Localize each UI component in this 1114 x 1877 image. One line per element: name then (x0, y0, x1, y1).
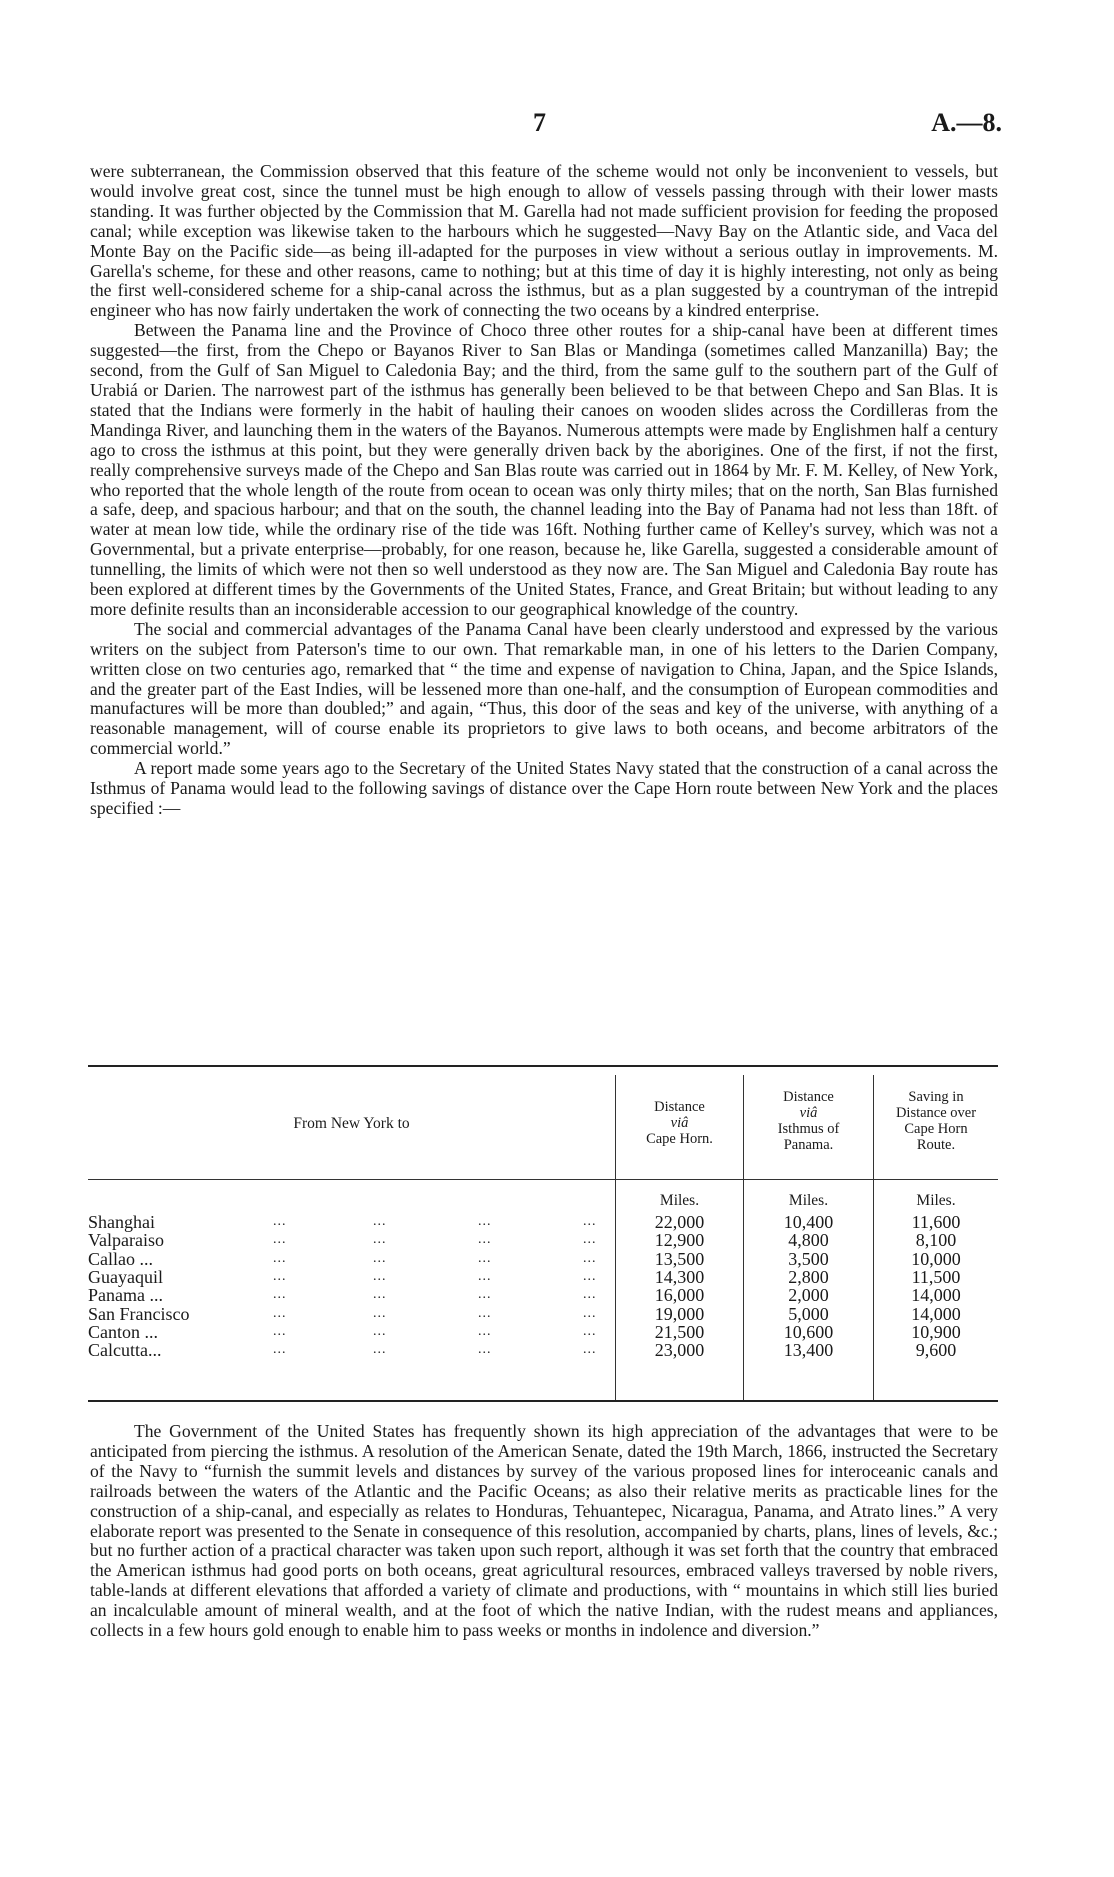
distance-cape-horn: 13,500 (654, 1248, 705, 1269)
leader-dots: ... (373, 1214, 387, 1229)
leader-dots: ... (478, 1232, 492, 1248)
saving-distance: 10,000 (911, 1248, 961, 1269)
leader-dots: ... (273, 1214, 287, 1229)
distance-table (88, 1067, 998, 1400)
destination-name: Shanghai (88, 1212, 155, 1232)
distance-panama: 2,000 (788, 1285, 829, 1306)
distance-cape-horn: 21,500 (654, 1321, 705, 1342)
column-header-panama: Distance viâ Isthmus of Panama. (777, 1089, 840, 1153)
leader-dots: ... (273, 1287, 287, 1303)
leader-dots: ... (583, 1342, 597, 1358)
distance-panama: 13,400 (783, 1340, 834, 1361)
leader-dots: ... (583, 1305, 597, 1321)
saving-distance: 14,000 (911, 1285, 961, 1306)
table-row (88, 1213, 998, 1231)
saving-distance: 8,100 (915, 1230, 957, 1251)
leader-dots: ... (478, 1305, 492, 1321)
destination-name: Guayaquil (88, 1266, 163, 1287)
table-row (88, 1286, 998, 1304)
table-row (88, 1341, 998, 1359)
units-label: Miles. (659, 1192, 700, 1209)
leader-dots: ... (373, 1250, 387, 1266)
table-row (88, 1305, 998, 1323)
leader-dots: ... (583, 1214, 597, 1229)
destination-name: Callao ... (88, 1248, 153, 1269)
leader-dots: ... (478, 1342, 492, 1358)
destination-name: Valparaiso (88, 1230, 164, 1251)
leader-dots: ... (478, 1323, 492, 1339)
distance-cape-horn: 12,900 (654, 1230, 705, 1251)
destination-name: Panama ... (88, 1285, 163, 1306)
leader-dots: ... (373, 1342, 387, 1358)
distance-panama: 5,000 (788, 1303, 829, 1324)
destination-name: Calcutta... (88, 1340, 162, 1361)
saving-distance: 11,500 (911, 1266, 961, 1287)
distance-panama: 4,800 (788, 1230, 829, 1251)
table-row (88, 1231, 998, 1249)
distance-cape-horn: 19,000 (654, 1303, 705, 1324)
distance-panama: 3,500 (788, 1248, 829, 1269)
distance-cape-horn: 22,000 (654, 1212, 705, 1232)
destination-name: Canton ... (88, 1321, 158, 1342)
leader-dots: ... (373, 1305, 387, 1321)
distance-cape-horn: 14,300 (654, 1266, 705, 1287)
leader-dots: ... (583, 1268, 597, 1284)
distance-cape-horn: 16,000 (654, 1285, 705, 1306)
saving-distance: 14,000 (911, 1303, 961, 1324)
leader-dots: ... (373, 1232, 387, 1248)
saving-distance: 9,600 (915, 1340, 957, 1361)
document-reference: A.—8. (931, 108, 1002, 137)
column-header-from: From New York to (293, 1115, 410, 1132)
paragraph: Between the Panama line and the Province of Choco three other routes for a ship-canal have been at different times suggested—the first, from the Chepo or Bayanos River to San Blas or Mandinga (sometimes called Manzanilla) Bay; the second, from the Gulf of San Miguel to Caledonia Bay; and the third, from the same gulf to the southern part of the Gulf of Urabiá or Darien. The narrowest part of the isthmus has generally been believed to be that between Chepo and San Blas. It is stated that the Indians were formerly in the habit of hauling their canoes on wooden slides across the Cordilleras from the Mandinga River, and launching them in the waters of the Bayanos. Numerous attempts were made by Englishmen half a century ago to cross the isthmus at this point, but they were generally driven back by the aborigines. One of the first, if not the first, really comprehensive surveys made of the Chepo and San Blas route was carried out in 1864 by Mr. F. M. Kelley, of New York, who reported that the whole length of the route from ocean to ocean was only thirty miles; that on the north, San Blas furnished a safe, deep, and spacious harbour; and that on the south, the channel leading into the Bay of Panama had not less than 18ft. of water at mean low tide, while the ordinary rise of the tide was 16ft. Nothing further came of Kelley's survey, which was not a Governmental, but a private enterprise—probably, for one reason, because he, like Garella, suggested a considerable amount of tunnelling, the limits of which were not then so well understood as they now are. The San Miguel and Caledonia Bay route has been explored at different times by the Governments of the United States, France, and Great Britain; but without leading to any more definite results than an inconsiderable accession to our geographical knowledge of the country. (90, 320, 998, 619)
paragraph: were subterranean, the Commission observed that this feature of the scheme would not only be inconvenient to vessels, but would involve great cost, since the tunnel must be high enough to allow of vessels passing through with their lower masts standing. It was further objected by the Commission that M. Garella had not made sufficient provision for feeding the proposed canal; while exception was likewise taken to the harbours which he suggested—Navy Bay on the Atlantic side, and Vaca del Monte Bay on the Pacific side—as being ill-adapted for the purposes in view without a serious outlay in improvements. M. Garella's scheme, for these and other reasons, came to nothing; but at this time of day it is highly interesting, not only as being the first well-considered scheme for a ship-canal across the isthmus, but as a plan suggested by a countryman of the intrepid engineer who has now fairly undertaken the work of connecting the two oceans by a kindred enterprise. (90, 161, 998, 321)
distance-panama: 10,600 (783, 1321, 834, 1342)
distance-cape-horn: 23,000 (654, 1340, 705, 1361)
table-row (88, 1250, 998, 1268)
destination-name: San Francisco (88, 1303, 190, 1324)
distance-panama: 10,400 (783, 1212, 834, 1232)
saving-distance: 10,900 (911, 1321, 961, 1342)
body-text-before-table (90, 162, 998, 819)
leader-dots: ... (273, 1342, 287, 1358)
body-text-after-table (90, 1422, 998, 1641)
leader-dots: ... (273, 1323, 287, 1339)
leader-dots: ... (478, 1250, 492, 1266)
leader-dots: ... (583, 1287, 597, 1303)
leader-dots: ... (273, 1305, 287, 1321)
units-label: Miles. (916, 1192, 956, 1209)
leader-dots: ... (373, 1268, 387, 1284)
paragraph: The Government of the United States has frequently shown its high appreciation of the advantages that were to be anticipated from piercing the isthmus. A resolution of the American Senate, dated the 19th March, 1866, instructed the Secretary of the Navy to “furnish the summit levels and distances by survey of the various proposed lines for interoceanic canals and railroads between the waters of the Atlantic and the Pacific Oceans; as also their relative merits as practicable lines for the construction of a ship-canal, and especially as relates to Honduras, Tehuantepec, Nicaragua, Panama, and Atrato lines.” A very elaborate report was presented to the Senate in consequence of this resolution, accompanied by charts, plans, lines of levels, &c.; but no further action of a practical character was taken upon such report, although it was set forth that the country that embraced the American isthmus had good ports on both oceans, great agricultural resources, embraced valleys traversed by noble rivers, table-lands at different elevations that afforded a variety of climate and productions, with “ mountains in which still lies buried an incalculable amount of mineral wealth, and at the foot of which the native Indian, with the rudest means and appliances, collects in a few hours gold enough to enable him to pass weeks or months in indolence and diversion.” (90, 1421, 998, 1641)
leader-dots: ... (583, 1323, 597, 1339)
column-header-saving: Saving in Distance over Cape Horn Route. (895, 1089, 977, 1153)
leader-dots: ... (583, 1250, 597, 1266)
leader-dots: ... (478, 1268, 492, 1284)
page-number: 7 (533, 108, 546, 137)
table-row (88, 1268, 998, 1286)
column-header-cape-horn: Distance viâ Cape Horn. (646, 1099, 713, 1147)
leader-dots: ... (373, 1287, 387, 1303)
leader-dots: ... (583, 1232, 597, 1248)
leader-dots: ... (373, 1323, 387, 1339)
leader-dots: ... (478, 1287, 492, 1303)
distance-panama: 2,800 (788, 1266, 829, 1287)
saving-distance: 11,600 (911, 1212, 961, 1232)
leader-dots: ... (273, 1268, 287, 1284)
units-label: Miles. (788, 1192, 829, 1209)
paragraph: The social and commercial advantages of the Panama Canal have been clearly understood and expressed by the various writers on the subject from Paterson's time to our own. That remarkable man, in one of his letters to the Darien Company, written close on two centuries ago, remarked that “ the time and expense of navigation to China, Japan, and the Spice Islands, and the greater part of the East Indies, will be lessened more than one-half, and the consumption of European commodities and manufactures will be more than doubled;” and again, “Thus, this door of the seas and key of the universe, with anything of a reasonable management, will of course enable its proprietors to give laws to both oceans, and become arbitrators of the commercial world.” (90, 618, 998, 759)
header-divider (88, 1179, 998, 1180)
table-row (88, 1323, 998, 1341)
leader-dots: ... (273, 1250, 287, 1266)
leader-dots: ... (478, 1214, 492, 1229)
table-bottom-rule (88, 1400, 998, 1402)
paragraph: A report made some years ago to the Secretary of the United States Navy stated that the construction of a canal across the Isthmus of Panama would lead to the following savings of distance over the Cape Horn route between New York and the places specified :— (90, 758, 998, 818)
leader-dots: ... (273, 1232, 287, 1248)
